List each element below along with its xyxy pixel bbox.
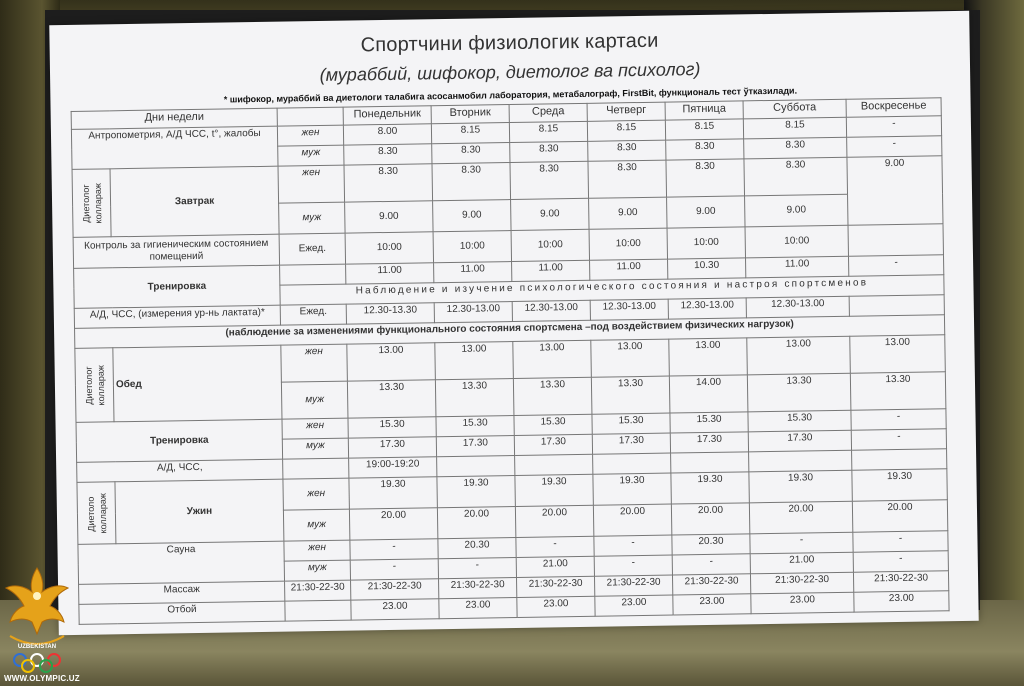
cell: 12.30-13.00: [512, 300, 590, 321]
cell: 11.00: [746, 256, 849, 278]
cell: [437, 456, 515, 477]
men-label: муж: [278, 145, 344, 166]
cell: 17.30: [348, 437, 436, 458]
empty-cell: [283, 458, 349, 479]
cell: 12.30-13.00: [434, 302, 512, 323]
women-label: жен: [282, 418, 348, 439]
dietolog-label: Диетоло коллараж: [77, 482, 116, 545]
cell: 8.15: [509, 121, 587, 142]
cell: -: [438, 557, 516, 578]
cell: 10:00: [433, 231, 511, 263]
women-label: жен: [281, 344, 348, 382]
cell: 10:00: [745, 225, 848, 258]
cell: 8.30: [344, 144, 432, 165]
cell: 21:30-22-30: [853, 571, 948, 592]
cell: -: [853, 551, 948, 572]
day-sunday: Воскресенье: [846, 98, 941, 117]
cell: 8.30: [510, 161, 589, 199]
cell: 13.30: [513, 377, 592, 415]
cell: 10:00: [345, 232, 433, 264]
cell: 13.30: [435, 379, 514, 417]
schedule-table: [71, 97, 950, 625]
cell: 23.00: [673, 594, 751, 615]
cell: 8.30: [666, 159, 745, 197]
day-tuesday: Вторник: [431, 105, 509, 124]
sauna-label: Сауна: [78, 541, 285, 584]
cell: 23.00: [854, 591, 949, 612]
cell: 23.00: [517, 596, 595, 617]
cell: 8.30: [510, 141, 588, 162]
cell: 8.30: [666, 139, 744, 160]
cell: 17.30: [592, 433, 670, 454]
cell: 13.30: [347, 380, 436, 418]
cell: -: [350, 559, 438, 580]
cell: 9.00: [345, 201, 433, 233]
women-label: жен: [278, 165, 345, 203]
cell: 19.30: [749, 470, 852, 503]
cell: -: [851, 409, 946, 430]
cell: 13.00: [347, 343, 436, 381]
watermark-url: WWW.OLYMPIC.UZ: [4, 674, 80, 683]
cell: 9.00: [433, 200, 511, 232]
cell: 13.00: [747, 336, 851, 375]
training2-label: Тренировка: [76, 419, 283, 462]
cell: 19.30: [515, 474, 593, 506]
cell: -: [853, 531, 948, 552]
cell: 12.30-13.00: [746, 296, 849, 318]
cell: 9.00: [511, 198, 589, 230]
ad-hr-label: А/Д, ЧСС,: [77, 459, 283, 482]
dietolog-label: Диетолог коллараж: [75, 348, 114, 423]
cell: 20.30: [438, 537, 516, 558]
cell: 8.30: [744, 137, 847, 159]
cell: 13.00: [850, 335, 946, 373]
cell: [593, 453, 671, 474]
cell: 9.00: [589, 197, 667, 229]
cell: 8.30: [588, 160, 667, 198]
projected-slide: [49, 11, 978, 635]
day-friday: Пятница: [665, 101, 743, 120]
cell: -: [847, 136, 942, 157]
cell: 11.00: [346, 263, 434, 284]
slide-subtitle: (мураббий, шифокор, диетолог ва психолог): [319, 59, 701, 86]
cell: 19.30: [593, 473, 671, 505]
women-label: жен: [283, 478, 349, 510]
cell: 15.30: [592, 413, 670, 434]
lunch-label: Обед: [113, 345, 282, 422]
cell: 8.30: [432, 163, 511, 201]
empty-cell: [285, 600, 351, 621]
slide-note: * шифокор, мураббий ва диетологи талабига асосанмобил лаборатория, метабалограф, FirstBit, функциональ тест ўтказилади.: [223, 85, 798, 105]
cell: 15.30: [436, 416, 514, 437]
cell: [849, 295, 944, 316]
eagle-icon: [6, 568, 68, 634]
cell: 9.00: [667, 196, 745, 228]
men-label: муж: [281, 381, 348, 419]
cell: 12.30-13.00: [668, 298, 746, 319]
cell: 17.30: [514, 434, 592, 455]
cell: 12.30-13.30: [346, 303, 434, 324]
header-empty: [277, 107, 343, 126]
cell: 8.15: [431, 123, 509, 144]
cell: 10.30: [668, 258, 746, 279]
slide-title: Спортчини физиологик картаси: [360, 29, 659, 57]
cell: 20.30: [672, 534, 750, 555]
cell: 21:30-22-30: [439, 577, 517, 598]
cell: 9.00: [745, 194, 848, 227]
cell: 17.30: [436, 436, 514, 457]
cell: 23.00: [751, 592, 854, 614]
cell: -: [594, 555, 672, 576]
cell: 8.15: [665, 119, 743, 140]
cell: 8.00: [343, 124, 431, 145]
olympic-committee-logo: [2, 562, 72, 680]
cell: 20.00: [671, 503, 749, 535]
cell: 15.30: [348, 417, 436, 438]
cell: 19.30: [852, 469, 947, 501]
cell: 21.00: [750, 552, 853, 574]
training-label: Тренировка: [74, 265, 281, 308]
cell: 8.30: [744, 157, 848, 196]
cell: 13.30: [747, 373, 851, 412]
cell: 21:30-22-30: [595, 575, 673, 596]
cell: 10:00: [589, 228, 667, 260]
cell: 20.00: [437, 507, 515, 539]
cell: [671, 452, 749, 473]
cell: 13.00: [435, 342, 514, 380]
cell: 13.30: [591, 376, 670, 414]
cell: 20.00: [593, 504, 671, 536]
cell: -: [350, 539, 438, 560]
cell: 9.00: [847, 156, 943, 225]
days-label: Дни недели: [71, 108, 277, 129]
cell: 8.30: [344, 164, 433, 202]
cell: -: [750, 532, 853, 554]
women-label: жен: [284, 540, 350, 561]
dietolog-label: Диетолог коллараж: [72, 169, 111, 238]
men-label: муж: [279, 202, 345, 234]
massage-label: Массаж: [79, 581, 285, 604]
daily-label: Ежед.: [279, 233, 345, 265]
cell: -: [851, 429, 946, 450]
cell: 23.00: [595, 595, 673, 616]
day-wednesday: Среда: [509, 103, 587, 122]
cell: 21:30-22-30: [517, 576, 595, 597]
olympic-rings-icon: [14, 654, 60, 672]
men-label: муж: [283, 509, 349, 541]
cell: 13.00: [513, 340, 592, 378]
cell: 13.00: [669, 338, 748, 376]
cell: 19.30: [349, 477, 437, 509]
cell: 14.00: [669, 375, 748, 413]
cell: 15.30: [514, 414, 592, 435]
cell: 11.00: [590, 259, 668, 280]
day-thursday: Четверг: [587, 102, 665, 121]
men-label: муж: [282, 438, 348, 459]
cell: 10:00: [667, 227, 745, 259]
cell: 21:30-22-30: [672, 574, 750, 595]
anthropometry-label: Антропометрия, А/Д ЧСС, t°, жалобы: [71, 126, 278, 169]
daily-label: Ежед.: [280, 304, 346, 325]
cell: -: [846, 116, 941, 137]
day-monday: Понедельник: [343, 106, 431, 125]
cell: 21:30-22-30: [285, 580, 351, 601]
cell: -: [594, 535, 672, 556]
cell: 23.00: [439, 597, 517, 618]
cell: 21:30-22-30: [750, 572, 853, 594]
cell: 11.00: [434, 262, 512, 283]
cell: 20.00: [749, 501, 852, 534]
cell: 8.30: [432, 143, 510, 164]
cell: 20.00: [852, 500, 947, 532]
cell: 8.30: [588, 140, 666, 161]
cell: 13.30: [850, 372, 946, 410]
cell: [749, 450, 852, 472]
cell: [852, 449, 947, 470]
lights-out-label: Отбой: [79, 601, 285, 624]
cell: 19.30: [671, 472, 749, 504]
ad-lactate-label: А/Д, ЧСС, (измерения ур-нь лактата)*: [74, 305, 280, 328]
functional-note: (наблюдение за изменениями функционального состояния спортсмена –под воздействием физических нагрузок): [75, 315, 945, 349]
cell: 17.30: [748, 430, 851, 452]
cell: 13.00: [591, 339, 670, 377]
cell: -: [516, 536, 594, 557]
women-label: жен: [277, 125, 343, 146]
cell: 17.30: [670, 432, 748, 453]
cell: 21:30-22-30: [351, 579, 439, 600]
men-label: муж: [284, 560, 350, 581]
cell: 15.30: [748, 410, 851, 432]
hygiene-label: Контроль за гигиеническим состоянием помещений: [73, 234, 279, 268]
cell: 20.00: [515, 505, 593, 537]
cell: 8.15: [743, 117, 846, 139]
cell: -: [849, 255, 944, 276]
logo-text: UZBEKISTAN: [17, 644, 57, 650]
cell: 10:00: [511, 229, 589, 261]
day-saturday: Суббота: [743, 99, 846, 119]
cell: 11.00: [512, 260, 590, 281]
cell: 19.30: [437, 476, 515, 508]
empty-cell: [280, 264, 346, 285]
cell: 15.30: [670, 412, 748, 433]
cell: 8.15: [587, 120, 665, 141]
breakfast-label: Завтрак: [110, 166, 279, 237]
cell: -: [672, 554, 750, 575]
cell: [515, 454, 593, 475]
cell: 19:00-19:20: [349, 457, 437, 478]
cell: 20.00: [349, 508, 437, 540]
cell: 23.00: [351, 599, 439, 620]
cell: 12.30-13.00: [590, 299, 668, 320]
dinner-label: Ужин: [115, 479, 284, 544]
cell: [848, 224, 943, 256]
observation-text: Наблюдение и изучение психологического состояния и настроя спортсменов: [280, 275, 944, 305]
cell: 21.00: [516, 556, 594, 577]
